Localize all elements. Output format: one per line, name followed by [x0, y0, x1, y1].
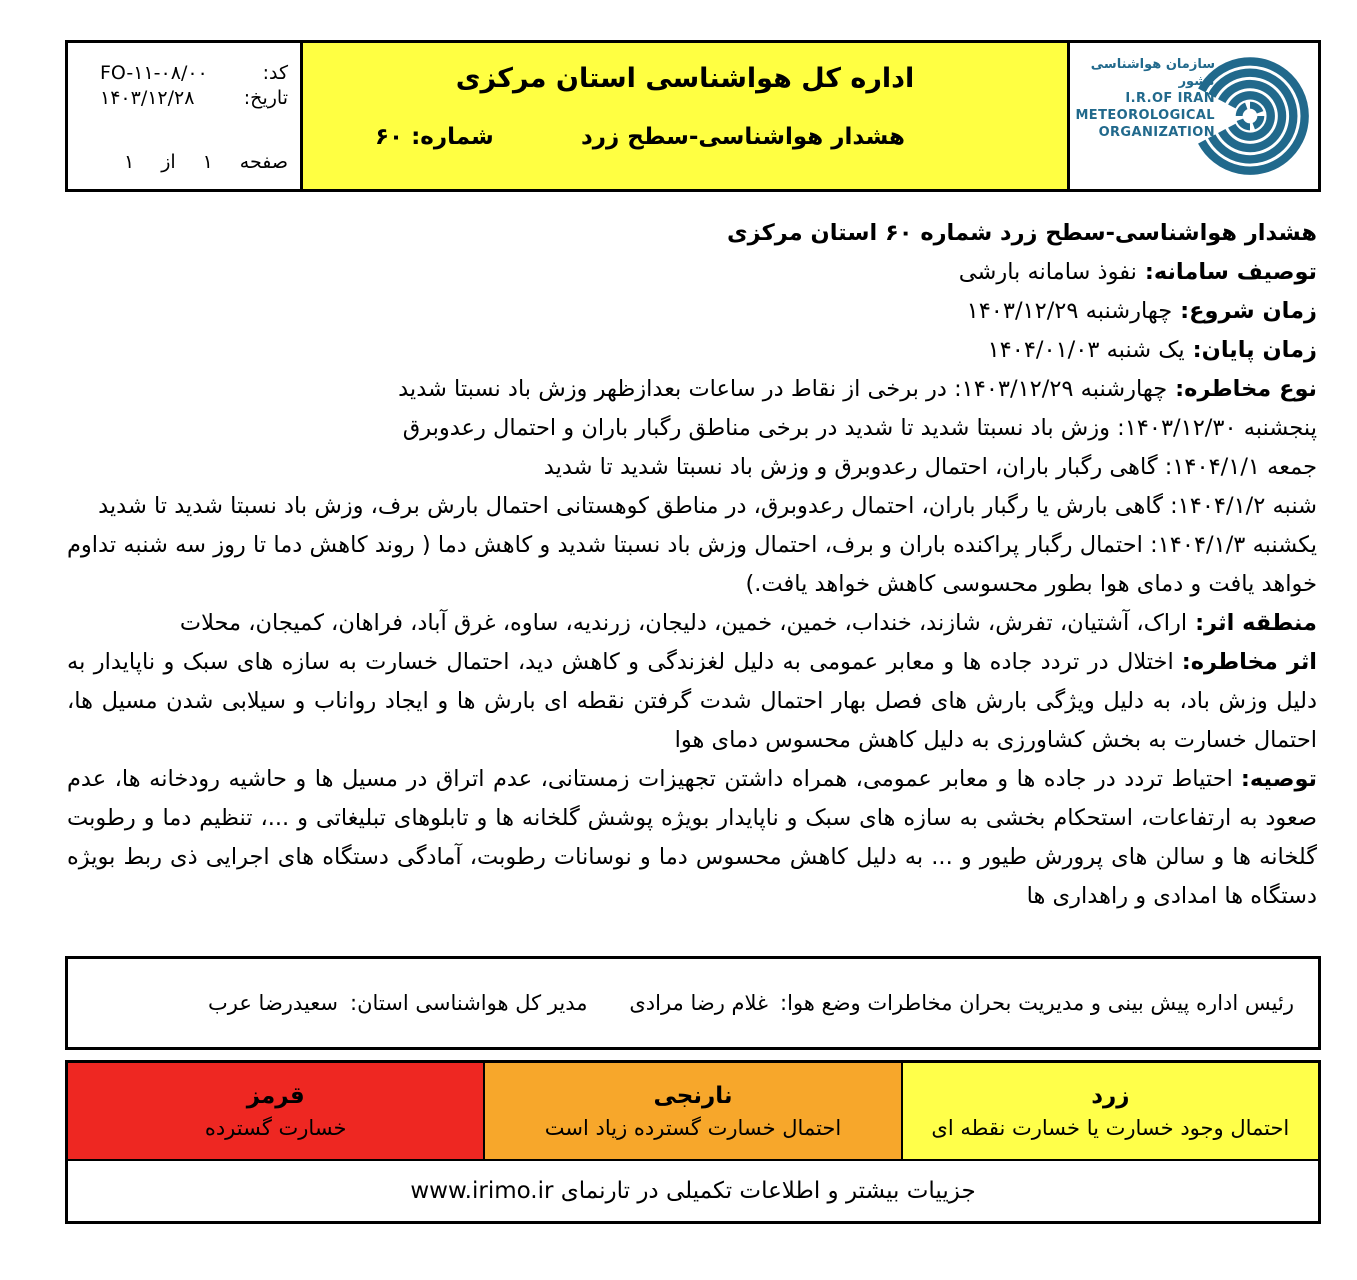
warning-number-label: شماره:: [411, 124, 494, 150]
warning-subtitle: هشدار هواشناسی-سطح زرد: [581, 124, 905, 150]
irimo-spiral-icon: [1186, 51, 1314, 187]
level-orange-desc: احتمال خسارت گسترده زیاد است: [544, 1115, 842, 1140]
forecast-head-signature: [629, 991, 1294, 1015]
doc-code-label: کد:: [262, 62, 288, 84]
forecast-head-name: غلام رضا مرادی: [629, 991, 769, 1015]
document-meta-cell: [68, 43, 303, 189]
paragraph-text: چهارشنبه ۱۴۰۳/۱۲/۲۹: [966, 298, 1173, 324]
signature-box: [65, 956, 1321, 1050]
warning-number-value: ۶۰: [375, 124, 404, 150]
doc-date-label: تاریخ:: [243, 87, 288, 109]
director-general-label: مدیر کل هواشناسی استان:: [350, 991, 588, 1015]
doc-code-value: FO-۱۱-۰۸/۰۰: [100, 62, 208, 84]
warning-number: [375, 124, 494, 150]
level-yellow-desc: احتمال وجود خسارت یا خسارت نقطه ای: [931, 1115, 1290, 1140]
level-orange: [485, 1063, 902, 1159]
paragraph-end-time: [67, 331, 1317, 370]
paragraph-text: نفوذ سامانه بارشی: [958, 259, 1137, 285]
paragraph-recommendation: [67, 760, 1317, 916]
page-current: ۱: [202, 151, 213, 173]
level-yellow-name: زرد: [1091, 1082, 1130, 1109]
paragraph-system-description: [67, 253, 1317, 292]
director-general-name: سعیدرضا عرب: [208, 991, 339, 1015]
paragraph-label: توصیه:: [1240, 766, 1317, 792]
warning-subtitle-row: [303, 124, 1067, 150]
paragraph-thursday: [67, 409, 1317, 448]
paragraph-hazard-type: [67, 370, 1317, 409]
paragraph-label: زمان شروع:: [1180, 298, 1317, 324]
paragraph-affected-area: [67, 604, 1317, 643]
paragraph-text: یک شنبه ۱۴۰۴/۰۱/۰۳: [987, 337, 1185, 363]
doc-page-row: [82, 151, 288, 173]
paragraph-saturday: [67, 487, 1317, 526]
warning-levels-row: [68, 1063, 1318, 1159]
footer-note: جزییات بیشتر و اطلاعات تکمیلی در تارنمای www.irimo.ir: [68, 1159, 1318, 1221]
organization-title: اداره کل هواشناسی استان مرکزی: [455, 63, 915, 94]
paragraph-text: جمعه ۱۴۰۴/۱/۱: گاهی رگبار باران، احتمال رعدوبرق و وزش باد نسبتا شدید تا شدید: [543, 454, 1317, 480]
paragraph-text: یکشنبه ۱۴۰۴/۱/۳: احتمال رگبار پراکنده باران و برف، احتمال وزش باد نسبتا شدید و کاهش دما ( روند کاهش دما تا روز سه شنبه تداوم خواهد یافت و دمای هوا بطور محسوسی کاهش خواهد یافت.): [67, 532, 1317, 597]
paragraph-sunday: [67, 526, 1317, 604]
irimo-logo: [1067, 43, 1318, 189]
paragraph-text: پنجشنبه ۱۴۰۳/۱۲/۳۰: وزش باد نسبتا شدید تا شدید در برخی مناطق رگبار باران و احتمال رعدوبرق: [402, 415, 1317, 441]
paragraph-label: اثر مخاطره:: [1181, 649, 1317, 675]
logo-line-3: ORGANIZATION: [1098, 125, 1215, 140]
paragraph-text: چهارشنبه ۱۴۰۳/۱۲/۲۹: در برخی از نقاط در ساعات بعدازظهر وزش باد نسبتا شدید: [398, 376, 1168, 402]
level-red: [68, 1063, 485, 1159]
paragraph-label: منطقه اثر:: [1195, 610, 1317, 636]
paragraph-text: اراک، آشتیان، تفرش، شازند، خنداب، خمین، خمین، دلیجان، زرندیه، ساوه، غرق آباد، فراهان، کمیجان، محلات: [179, 610, 1188, 636]
document-header: [65, 40, 1321, 192]
paragraph-friday: [67, 448, 1317, 487]
warning-heading: هشدار هواشناسی-سطح زرد شماره ۶۰ استان مرکزی: [727, 220, 1317, 246]
level-red-name: قرمز: [246, 1082, 305, 1109]
level-orange-name: نارنجی: [653, 1082, 733, 1109]
paragraph-text: احتیاط تردد در جاده ها و معابر عمومی، همراه داشتن تجهیزات زمستانی، عدم اتراق در مسیل ها و حاشیه رودخانه ها، عدم صعود به ارتفاعات، استحکام بخشی به سازه های سبک و ناپایدار بویژه پوشش گلخانه ها و تابلوهای تبلیغاتی و ...، تنظیم دما و رطوبت گلخانه ها و سالن های پرورش طیور و ... به دلیل کاهش محسوس دما و نوسانات رطوبت، آمادگی دستگاه های اجرایی ذی ربط بویژه دستگاه ها امدادی و راهداری ها: [67, 766, 1317, 909]
paragraph-label: نوع مخاطره:: [1175, 376, 1317, 402]
warning-body: [65, 214, 1321, 916]
page-total: ۱: [124, 151, 135, 173]
doc-code-row: [82, 62, 288, 84]
logo-line-farsi: سازمان هواشناسی کشور: [1090, 57, 1215, 89]
header-title-cell: [303, 43, 1067, 189]
paragraph-text: اختلال در تردد جاده ها و معابر عمومی به دلیل لغزندگی و کاهش دید، احتمال خسارت به سازه های سبک و ناپایدار به دلیل وزش باد، به دلیل ویژگی بارش های فصل بهار احتمال شدت گرفتن نقطه ای بارش ها و ایجاد رواناب و سیلابی شدن مسیل ها، احتمال خسارت به بخش کشاورزی به دلیل کاهش محسوس دمای هوا: [67, 649, 1317, 753]
director-general-signature: [208, 991, 588, 1015]
paragraph-start-time: [67, 292, 1317, 331]
forecast-head-label: رئیس اداره پیش بینی و مدیریت بحران مخاطرات وضع هوا:: [780, 991, 1294, 1015]
level-red-desc: خسارت گسترده: [204, 1115, 347, 1140]
page-of-label: از: [161, 151, 176, 173]
paragraph-hazard-effect: [67, 643, 1317, 760]
level-yellow: [903, 1063, 1318, 1159]
page-label: صفحه: [239, 151, 288, 173]
document-content: [65, 40, 1321, 1224]
paragraph-label: زمان پایان:: [1192, 337, 1317, 363]
doc-date-row: [82, 87, 288, 109]
logo-line-2: METEOROLOGICAL: [1075, 108, 1215, 123]
paragraph-label: توصیف سامانه:: [1144, 259, 1317, 285]
warning-levels-table: [65, 1060, 1321, 1224]
logo-line-1: I.R.OF IRAN: [1125, 91, 1215, 106]
doc-date-value: ۱۴۰۳/۱۲/۲۸: [100, 87, 195, 109]
paragraph-text: شنبه ۱۴۰۴/۱/۲: گاهی بارش یا رگبار باران، احتمال رعدوبرق، در مناطق کوهستانی احتمال بارش برف، وزش باد نسبتا شدید تا شدید: [98, 493, 1317, 519]
